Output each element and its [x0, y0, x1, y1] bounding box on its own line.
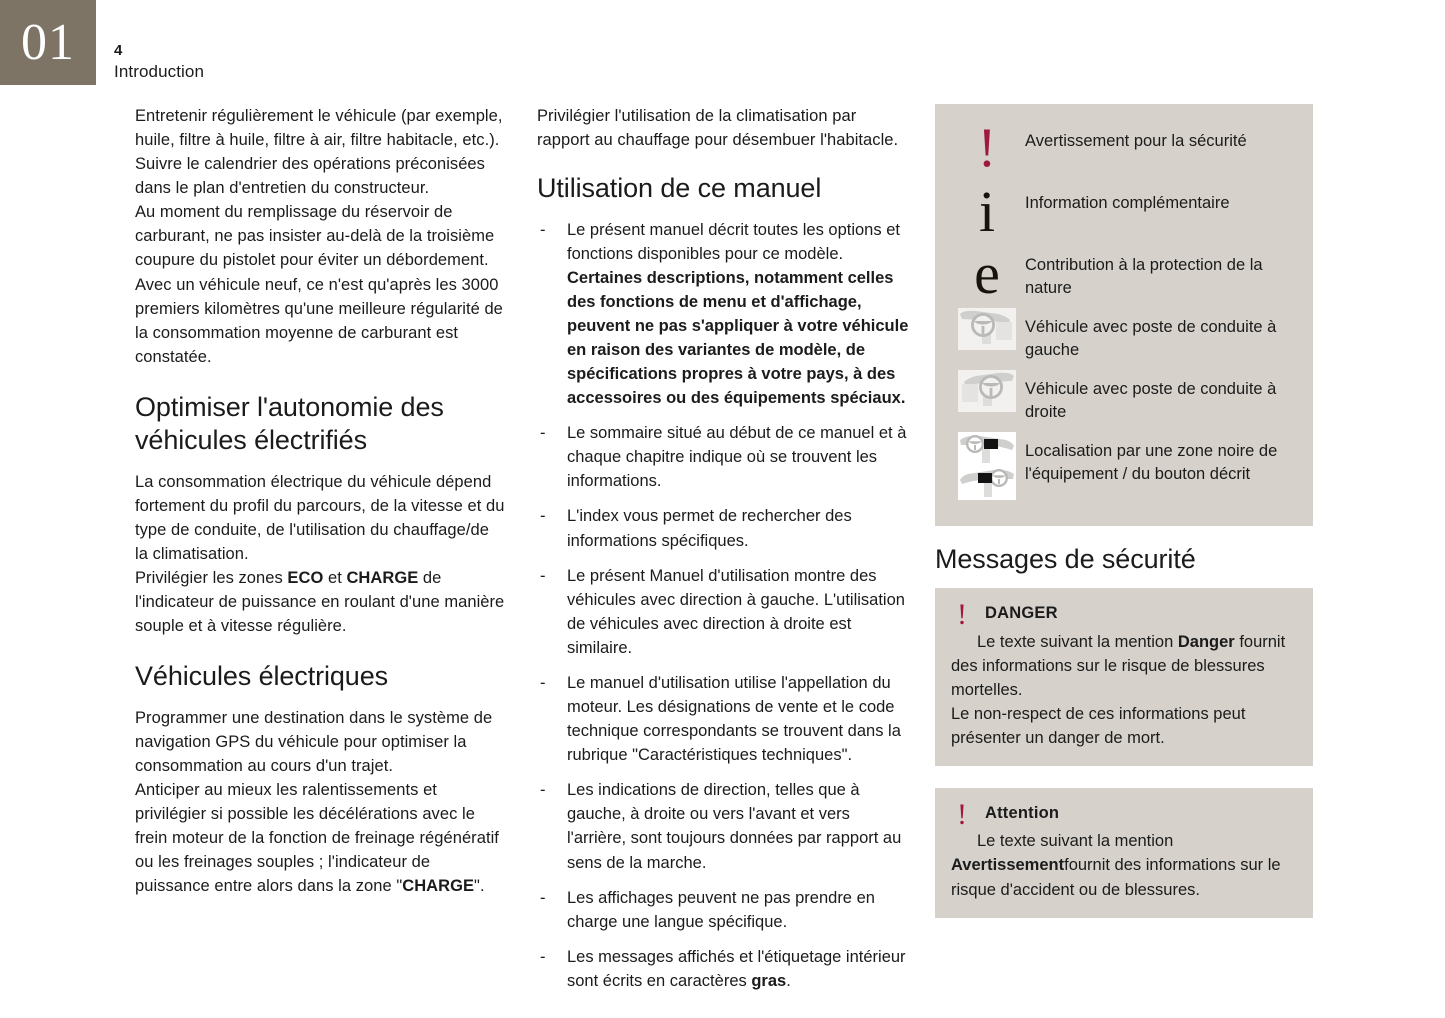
bullet-dash-icon: - [540, 888, 546, 907]
environment-icon [949, 241, 1025, 306]
paragraph-navigation-gps: Programmer une destination dans le système de navigation GPS du véhicule pour optimiser la consommation au cours d'un trajet. [135, 708, 493, 775]
heading-vehicules-electriques: Véhicules électriques [135, 661, 389, 692]
steering-wheel-right-icon [949, 368, 1025, 412]
paragraph-vehicule-neuf: Avec un véhicule neuf, ce n'est qu'après les 3000 premiers kilomètres qu'une meilleure régularité de la consommation moyenne de carburant est constatée. [135, 275, 503, 366]
list-item-text: L'index vous permet de rechercher des informations spécifiques. [567, 507, 852, 550]
list-item [537, 564, 912, 660]
chapter-badge [0, 0, 96, 85]
list-item-text: Le manuel d'utilisation utilise l'appellation du moteur. Les désignations de vente et le code technique correspondants se trouvent dans la rubrique "Caractéristiques techniques". [567, 673, 901, 765]
legend-row-warning [949, 117, 1299, 182]
black-zone-location-icon [949, 430, 1025, 500]
text-indicateur-puissance: de l'indicateur de puissance en roulant d'une manière souple et à vitesse régulière. [135, 569, 505, 636]
safety-text-keyword: Danger [1177, 632, 1235, 651]
legend-label: Véhicule avec poste de conduite à gauche [1025, 318, 1277, 360]
exclamation-icon: ! [957, 797, 967, 831]
legend-row-lhd [949, 306, 1299, 368]
safety-text-keyword: Avertissement [951, 856, 1065, 875]
list-item-text: Les messages affichés et l'étiquetage intérieur sont écrits en caractères [567, 947, 906, 990]
safety-box-text [951, 630, 1297, 750]
bullet-dash-icon: - [540, 781, 546, 800]
legend-row-rhd [949, 368, 1299, 430]
text-anticiper: Anticiper au mieux les ralentissements et privilégier si possible les décélérations avec le frein moteur de la fonction de freinage régénératif ou les freinages souples ; l'indicateur de puissance entre alors dans la zone " [135, 781, 499, 896]
column-one [135, 104, 505, 898]
page-number: 4 [114, 42, 123, 59]
exclamation-icon [949, 117, 1025, 179]
list-item [537, 945, 912, 993]
legend-row-information [949, 179, 1299, 244]
heading-utilisation-manuel: Utilisation de ce manuel [537, 173, 822, 204]
bullet-dash-icon: - [540, 673, 546, 692]
exclamation-glyph: ! [977, 117, 997, 179]
legend-label: Avertissement pour la sécurité [1025, 132, 1247, 150]
paragraph-freinage-regeneratif [135, 778, 505, 898]
steering-wheel-left-icon [949, 306, 1025, 350]
heading-optimiser-autonomie: Optimiser l'autonomie des véhicules électrifiés [135, 391, 444, 456]
safety-box-title: Attention [985, 803, 1060, 822]
safety-text-lead: Le texte suivant la mention [977, 632, 1178, 651]
list-item-text: Le présent manuel décrit toutes les options et fonctions disponibles pour ce modèle. [567, 220, 900, 263]
column-two [537, 104, 912, 1004]
paragraph-entretien: Entretenir régulièrement le véhicule (par exemple, huile, filtre à huile, filtre à air, filtre habitacle, etc.). Suivre le calendrier des opérations préconisées dans le plan d'entretien du constructeur. [135, 107, 503, 198]
page-header-meta [114, 41, 204, 84]
text-privilegier-zones: Privilégier les zones [135, 569, 288, 588]
chapter-number: 01 [21, 13, 75, 71]
legend-label: Localisation par une zone noire de l'équipement / du bouton décrit [1025, 442, 1278, 484]
list-item [537, 421, 912, 493]
list-item [537, 671, 912, 767]
column-three [935, 104, 1313, 940]
text-et: et [323, 569, 347, 588]
lhd-dashboard-svg [958, 308, 1016, 350]
information-glyph: i [978, 179, 996, 244]
safety-text-rest: fournit des informations sur le risque de blessures mortelles. [951, 632, 1286, 699]
list-item-bold: Certaines descriptions, notamment celles des fonctions de menu et d'affichage, peuvent ne pas s'appliquer à votre véhicule en raison des variantes de modèle, de spécifications propres à votre pays, à des accessoires ou des équipements spéciaux. [567, 268, 909, 408]
bullet-dash-icon: - [540, 947, 546, 966]
safety-text-rest: fournit des informations sur le risque d'accident ou de blessures. [951, 856, 1281, 899]
text-closing-quote: ". [474, 877, 485, 896]
heading-messages-securite: Messages de sécurité [935, 544, 1196, 574]
bullet-dash-icon: - [540, 566, 546, 585]
paragraph-consommation-electrique: La consommation électrique du véhicule dépend fortement du profil du parcours, de la vitesse et du type de conduite, de l'utilisation du chauffage/de la climatisation. [135, 472, 505, 564]
list-item [537, 778, 912, 874]
list-item-text: Les indications de direction, telles que à gauche, à droite ou vers l'avant et vers l'arrière, sont toujours données par rapport au sens de la marche. [567, 781, 902, 872]
list-item-text: Les affichages peuvent ne pas prendre en charge une langue spécifique. [567, 888, 875, 931]
list-item [537, 504, 912, 552]
rhd-dashboard-svg [958, 370, 1016, 412]
safety-box-header [951, 598, 1297, 631]
list-item-text: Le sommaire situé au début de ce manuel et à chaque chapitre indique où se trouvent les informations. [567, 424, 907, 491]
list-item [537, 218, 912, 411]
legend-label: Contribution à la protection de la nature [1025, 256, 1263, 298]
section-name: Introduction [114, 62, 205, 82]
environment-glyph: e [974, 241, 1000, 306]
paragraph-climatisation: Privilégier l'utilisation de la climatisation par rapport au chauffage pour désembuer l'habitacle. [537, 107, 899, 150]
list-item-text: Le présent Manuel d'utilisation montre des véhicules avec direction à gauche. L'utilisation de véhicules avec direction à droite est similaire. [567, 566, 905, 657]
manual-usage-list [537, 218, 912, 993]
exclamation-icon: ! [957, 598, 967, 631]
list-item [537, 886, 912, 934]
safety-text-lead: Le texte suivant la mention [977, 832, 1174, 851]
paragraph-remplissage: Au moment du remplissage du réservoir de carburant, ne pas insister au-delà de la troisième coupure du pistolet pour éviter un débordement. [135, 203, 495, 270]
legend-panel [935, 104, 1313, 526]
legend-row-environment [949, 241, 1299, 306]
legend-label: Information complémentaire [1025, 194, 1230, 212]
information-icon [949, 179, 1025, 244]
safety-text-extra: Le non-respect de ces informations peut présenter un danger de mort. [951, 704, 1246, 747]
safety-box-danger [935, 588, 1313, 766]
label-charge: CHARGE [346, 569, 419, 588]
bullet-dash-icon: - [540, 507, 546, 526]
black-zone-svg [958, 432, 1016, 500]
legend-label: Véhicule avec poste de conduite à droite [1025, 380, 1277, 422]
bullet-dash-icon: - [540, 424, 546, 443]
label-eco: ECO [287, 569, 324, 588]
safety-box-attention [935, 788, 1313, 918]
safety-box-title: DANGER [985, 604, 1058, 622]
safety-box-text [951, 829, 1297, 901]
list-item-bold: gras [751, 971, 787, 990]
bullet-dash-icon: - [540, 220, 546, 239]
paragraph-zones-eco-charge [135, 566, 505, 638]
label-charge-zone: CHARGE [402, 877, 475, 896]
safety-box-header [951, 797, 1297, 831]
legend-row-black-zone [949, 430, 1299, 508]
list-item-trailing: . [786, 971, 791, 990]
